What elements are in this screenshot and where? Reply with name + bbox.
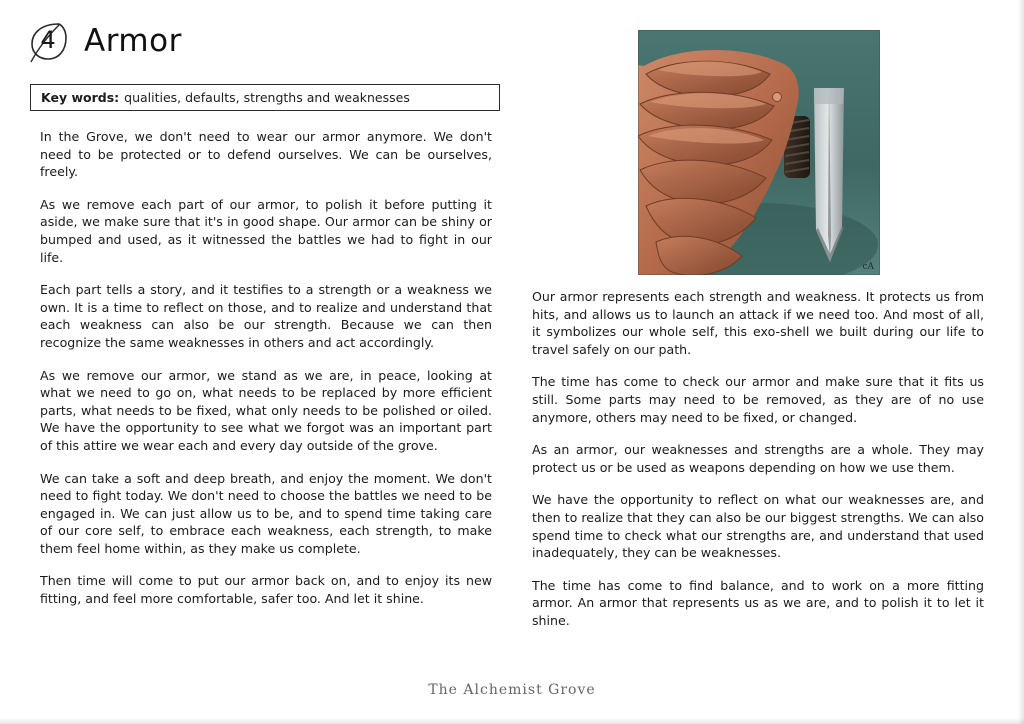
page-edge-shadow-right <box>1018 0 1024 724</box>
leaf-icon <box>26 18 70 64</box>
keywords-box <box>30 84 500 111</box>
paragraph: The time has come to find balance, and to work on a more fitting armor. An armor that represents us as we are, and to polish it to let it shine. <box>532 577 984 628</box>
paragraph: In the Grove, we don't need to wear our armor anymore. We don't need to be protected or to defend ourselves. We can be ourselves, freely. <box>40 129 492 180</box>
paragraph: We can take a soft and deep breath, and enjoy the moment. We don't need to fight today. We don't need to choose the battles we need to be engaged in. We can just allow us to be, and to spend time taking care of our core self, to embrace each weakness, each strength, to make them feel home within, as they make us complete. <box>40 470 492 556</box>
armor-illustration <box>638 30 880 275</box>
paragraph: Our armor represents each strength and weakness. It protects us from hits, and allows us to launch an attack if we need too. And most of all, it symbolizes our whole self, this exo-shell we built during our life to travel safely on our path. <box>532 289 984 357</box>
page-edge-shadow-bottom <box>0 718 1024 724</box>
paragraph: As an armor, our weaknesses and strengths are a whole. They may protect us or be used as weapons depending on how we use them. <box>532 442 984 475</box>
keywords-value: qualities, defaults, strengths and weaknesses <box>124 90 410 105</box>
left-text-column <box>40 128 492 623</box>
paragraph: Each part tells a story, and it testifies to a strength or a weakness we own. It is a time to reflect on those, and to realize and understand that each weakness can also be our strength. Because we can then recognize the same weaknesses in others and act accordingly. <box>40 282 492 350</box>
paragraph: Then time will come to put our armor back on, and to enjoy its new fitting, and feel more comfortable, safer too. And let it shine. <box>40 573 492 607</box>
footer-brand: The Alchemist Grove <box>428 682 596 698</box>
paragraph: The time has come to check our armor and make sure that it fits us still. Some parts may need to be removed, as they are of no use anymore, others may need to be fixed, or changed. <box>532 374 984 425</box>
artist-signature: cA <box>862 262 874 272</box>
paragraph: As we remove our armor, we stand as we are, in peace, looking at what we need to go on, what needs to be replaced by more efficient parts, what needs to be fixed, what only needs to be polished or oiled. We have the opportunity to see what we forgot was an important part of this attire we wear each and every day outside of the grove. <box>40 367 492 453</box>
page-header <box>26 18 182 64</box>
page-title: Armor <box>84 23 182 59</box>
paragraph: We have the opportunity to reflect on what our weaknesses are, and then to realize that they can also be our biggest strengths. We can also spend time to check what our strengths are, and understand that used inadequately, they can be weaknesses. <box>532 492 984 561</box>
section-number: 4 <box>40 26 56 54</box>
keywords-label: Key words: <box>41 90 120 105</box>
right-text-column <box>532 288 984 645</box>
paragraph: As we remove each part of our armor, to polish it before putting it aside, we make sure that it's in good shape. Our armor can be shiny or bumped and used, as it witnessed the battles we had to fight in our life. <box>40 196 492 265</box>
